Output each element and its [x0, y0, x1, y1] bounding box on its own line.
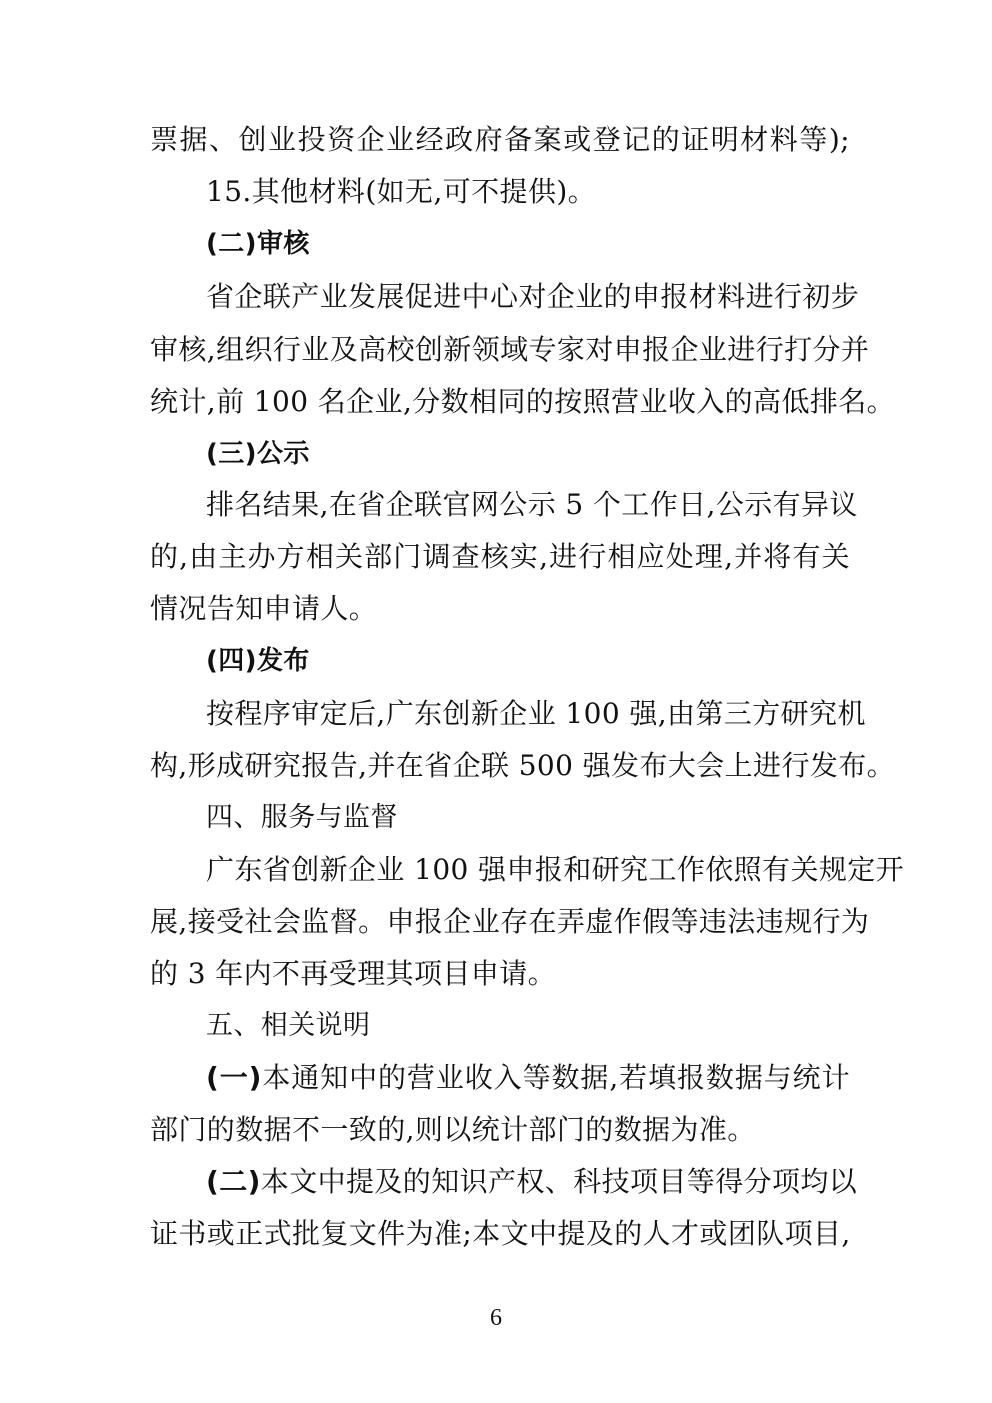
- paragraph-line: 15.其他材料(如无,可不提供)。: [206, 175, 597, 208]
- subheading-publicity: (三)公示: [206, 439, 310, 469]
- paragraph-line: 票据、创业投资企业经政府备案或登记的证明材料等);: [150, 123, 850, 156]
- paragraph-line: 广东省创新企业 100 强申报和研究工作依照有关规定开: [206, 853, 905, 886]
- paragraph-line: 证书或正式批复文件为准;本文中提及的人才或团队项目,: [150, 1217, 851, 1250]
- paragraph-line: 审核,组织行业及高校创新领域专家对申报企业进行打分并: [150, 333, 870, 366]
- paragraph-text: 本通知中的营业收入等数据,若填报数据与统计: [261, 1061, 850, 1094]
- paragraph-text: 本文中提及的知识产权、科技项目等得分项均以: [260, 1165, 858, 1198]
- paragraph-line: 省企联产业发展促进中心对企业的申报材料进行初步: [206, 280, 860, 313]
- section-heading-service: 四、服务与监督: [206, 802, 398, 833]
- paragraph-line: 展,接受社会监督。申报企业存在弄虚作假等违法违规行为: [150, 905, 870, 938]
- paragraph-line-with-lead: [206, 1164, 858, 1200]
- paragraph-line: 按程序审定后,广东创新企业 100 强,由第三方研究机: [206, 697, 866, 730]
- paragraph-line-with-lead: [206, 1060, 850, 1096]
- section-heading-notes: 五、相关说明: [206, 1010, 371, 1041]
- lead-label: (一): [206, 1061, 262, 1094]
- paragraph-line: 统计,前 100 名企业,分数相同的按照营业收入的高低排名。: [150, 385, 896, 418]
- paragraph-line: 的 3 年内不再受理其项目申请。: [150, 957, 557, 990]
- paragraph-line: 排名结果,在省企联官网公示 5 个工作日,公示有异议: [206, 488, 858, 521]
- lead-label: (二): [206, 1165, 261, 1198]
- subheading-release: (四)发布: [206, 646, 310, 676]
- paragraph-line: 构,形成研究报告,并在省企联 500 强发布大会上进行发布。: [150, 749, 896, 782]
- paragraph-line: 的,由主办方相关部门调查核实,进行相应处理,并将有关: [150, 540, 850, 573]
- subheading-review: (二)审核: [206, 229, 310, 259]
- paragraph-line: 部门的数据不一致的,则以统计部门的数据为准。: [150, 1113, 756, 1146]
- page-number: 6: [490, 1305, 502, 1331]
- paragraph-line: 情况告知申请人。: [150, 592, 378, 625]
